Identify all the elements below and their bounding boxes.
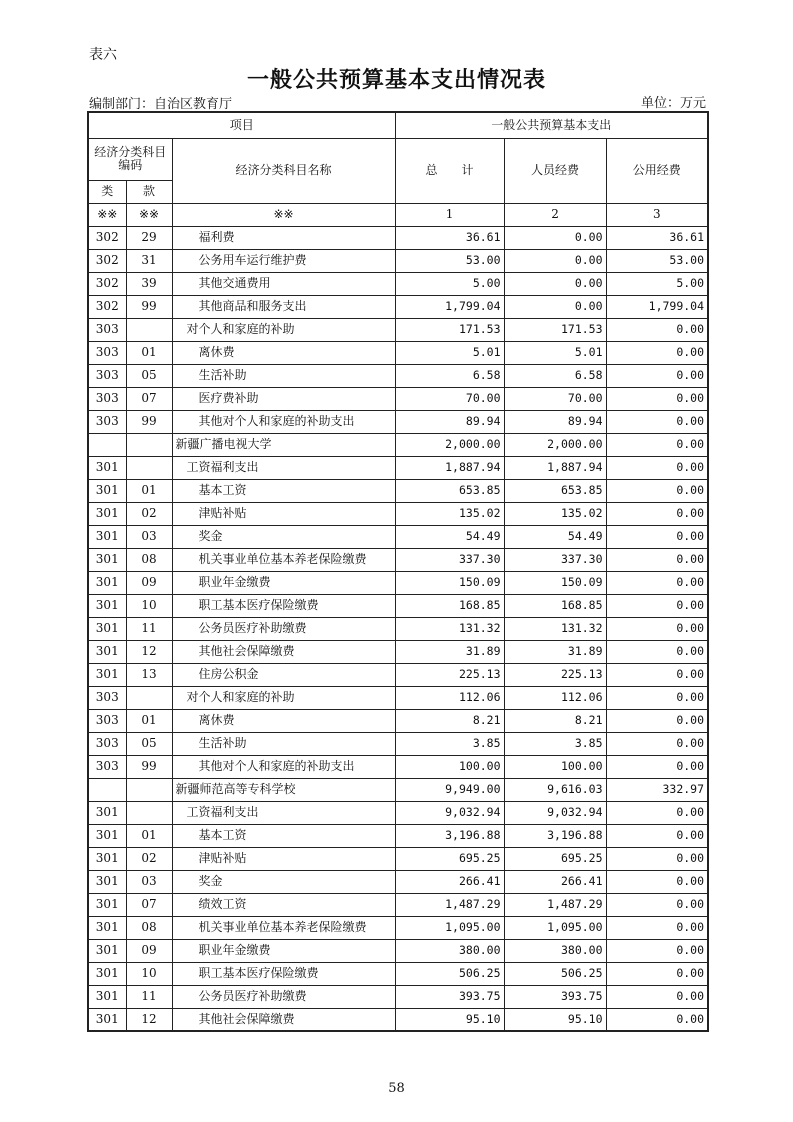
- cell-kuan: 31: [126, 249, 172, 272]
- table-row: [88, 824, 708, 847]
- cell-personnel: 135.02: [504, 502, 606, 525]
- cell-personnel: 393.75: [504, 985, 606, 1008]
- table-number: 表六: [89, 47, 117, 63]
- cell-name: 新疆师范高等专科学校: [172, 778, 395, 801]
- cell-kuan: 03: [126, 525, 172, 548]
- header-lei: 类: [88, 180, 126, 203]
- cell-name: 职工基本医疗保险缴费: [172, 594, 395, 617]
- cell-name: 奖金: [172, 525, 395, 548]
- cell-public: 0.00: [606, 916, 708, 939]
- cell-public: 0.00: [606, 663, 708, 686]
- cell-kuan: [126, 686, 172, 709]
- cell-kuan: 01: [126, 824, 172, 847]
- cell-total: 131.32: [395, 617, 504, 640]
- cell-personnel: 9,032.94: [504, 801, 606, 824]
- cell-name: 其他交通费用: [172, 272, 395, 295]
- cell-lei: 303: [88, 364, 126, 387]
- table-row: [88, 847, 708, 870]
- cell-public: 0.00: [606, 732, 708, 755]
- cell-name: 基本工资: [172, 479, 395, 502]
- cell-public: 0.00: [606, 364, 708, 387]
- cell-kuan: [126, 801, 172, 824]
- cell-personnel: 112.06: [504, 686, 606, 709]
- cell-kuan: [126, 318, 172, 341]
- cell-name: 对个人和家庭的补助: [172, 318, 395, 341]
- cell-public: 0.00: [606, 548, 708, 571]
- table-row: [88, 410, 708, 433]
- cell-lei: [88, 778, 126, 801]
- cell-lei: 301: [88, 985, 126, 1008]
- cell-personnel: 3.85: [504, 732, 606, 755]
- cell-lei: 301: [88, 456, 126, 479]
- cell-lei: 301: [88, 962, 126, 985]
- table-row: [88, 1008, 708, 1031]
- cell-kuan: 99: [126, 295, 172, 318]
- table-row: [88, 525, 708, 548]
- table-row: [88, 778, 708, 801]
- cell-lei: 301: [88, 479, 126, 502]
- table-row: [88, 433, 708, 456]
- cell-kuan: 02: [126, 502, 172, 525]
- cell-total: 150.09: [395, 571, 504, 594]
- table-row: [88, 502, 708, 525]
- cell-lei: 301: [88, 847, 126, 870]
- cell-public: 0.00: [606, 847, 708, 870]
- cell-public: 0.00: [606, 893, 708, 916]
- cell-kuan: 01: [126, 709, 172, 732]
- cell-total: 1,095.00: [395, 916, 504, 939]
- cell-public: 0.00: [606, 341, 708, 364]
- cell-total: 89.94: [395, 410, 504, 433]
- cell-public: 0.00: [606, 387, 708, 410]
- cell-public: 0.00: [606, 318, 708, 341]
- cell-personnel: 70.00: [504, 387, 606, 410]
- cell-name: 其他对个人和家庭的补助支出: [172, 755, 395, 778]
- cell-lei: 303: [88, 732, 126, 755]
- cell-name: 福利费: [172, 226, 395, 249]
- cell-personnel: 150.09: [504, 571, 606, 594]
- cell-personnel: 168.85: [504, 594, 606, 617]
- cell-total: 112.06: [395, 686, 504, 709]
- cell-lei: 303: [88, 410, 126, 433]
- cell-lei: 303: [88, 686, 126, 709]
- cell-name: 其他社会保障缴费: [172, 640, 395, 663]
- cell-public: 0.00: [606, 571, 708, 594]
- cell-public: 0.00: [606, 525, 708, 548]
- cell-kuan: 09: [126, 939, 172, 962]
- cell-personnel: 1,487.29: [504, 893, 606, 916]
- budget-table: [87, 111, 709, 1032]
- cell-lei: 301: [88, 916, 126, 939]
- cell-total: 5.00: [395, 272, 504, 295]
- table-row: [88, 364, 708, 387]
- cell-lei: 302: [88, 249, 126, 272]
- cell-lei: 303: [88, 709, 126, 732]
- cell-lei: 301: [88, 617, 126, 640]
- cell-total: 1,487.29: [395, 893, 504, 916]
- cell-kuan: 12: [126, 1008, 172, 1031]
- cell-public: 0.00: [606, 410, 708, 433]
- cell-public: 0.00: [606, 594, 708, 617]
- cell-total: 53.00: [395, 249, 504, 272]
- cell-lei: [88, 433, 126, 456]
- page-number: 58: [388, 1081, 405, 1096]
- cell-lei: 303: [88, 318, 126, 341]
- cell-personnel: 8.21: [504, 709, 606, 732]
- table-row: [88, 341, 708, 364]
- cell-personnel: 695.25: [504, 847, 606, 870]
- header-index-b: ※※: [126, 203, 172, 226]
- cell-public: 53.00: [606, 249, 708, 272]
- cell-public: 1,799.04: [606, 295, 708, 318]
- cell-name: 工资福利支出: [172, 801, 395, 824]
- cell-lei: 301: [88, 870, 126, 893]
- cell-kuan: 02: [126, 847, 172, 870]
- cell-lei: 301: [88, 571, 126, 594]
- cell-public: 0.00: [606, 617, 708, 640]
- cell-public: 0.00: [606, 801, 708, 824]
- cell-kuan: 12: [126, 640, 172, 663]
- cell-public: 0.00: [606, 985, 708, 1008]
- cell-kuan: 11: [126, 617, 172, 640]
- cell-total: 653.85: [395, 479, 504, 502]
- cell-name: 公务员医疗补助缴费: [172, 617, 395, 640]
- cell-public: 0.00: [606, 686, 708, 709]
- cell-name: 津贴补贴: [172, 847, 395, 870]
- cell-lei: 301: [88, 801, 126, 824]
- header-total: 总 计: [395, 138, 504, 203]
- cell-personnel: 6.58: [504, 364, 606, 387]
- header-personnel: 人员经费: [504, 138, 606, 203]
- cell-personnel: 0.00: [504, 295, 606, 318]
- cell-public: 0.00: [606, 433, 708, 456]
- cell-kuan: 13: [126, 663, 172, 686]
- cell-kuan: 99: [126, 755, 172, 778]
- cell-name: 新疆广播电视大学: [172, 433, 395, 456]
- cell-kuan: 11: [126, 985, 172, 1008]
- cell-name: 公务用车运行维护费: [172, 249, 395, 272]
- cell-name: 其他社会保障缴费: [172, 1008, 395, 1031]
- cell-total: 266.41: [395, 870, 504, 893]
- cell-total: 506.25: [395, 962, 504, 985]
- cell-personnel: 266.41: [504, 870, 606, 893]
- cell-kuan: 10: [126, 594, 172, 617]
- cell-total: 8.21: [395, 709, 504, 732]
- table-row: [88, 870, 708, 893]
- cell-total: 380.00: [395, 939, 504, 962]
- cell-public: 0.00: [606, 709, 708, 732]
- cell-personnel: 337.30: [504, 548, 606, 571]
- cell-kuan: 07: [126, 893, 172, 916]
- cell-total: 1,887.94: [395, 456, 504, 479]
- cell-kuan: 08: [126, 548, 172, 571]
- cell-public: 5.00: [606, 272, 708, 295]
- cell-lei: 301: [88, 594, 126, 617]
- cell-name: 基本工资: [172, 824, 395, 847]
- cell-total: 70.00: [395, 387, 504, 410]
- table-row: [88, 939, 708, 962]
- cell-total: 95.10: [395, 1008, 504, 1031]
- cell-total: 3,196.88: [395, 824, 504, 847]
- cell-total: 135.02: [395, 502, 504, 525]
- header-name: 经济分类科目名称: [172, 138, 395, 203]
- cell-name: 其他对个人和家庭的补助支出: [172, 410, 395, 433]
- cell-personnel: 653.85: [504, 479, 606, 502]
- cell-personnel: 225.13: [504, 663, 606, 686]
- cell-name: 生活补助: [172, 732, 395, 755]
- cell-kuan: [126, 433, 172, 456]
- header-index-3: 3: [606, 203, 708, 226]
- header-project: 项目: [88, 112, 395, 138]
- header-code-group: 经济分类科目编码: [88, 138, 172, 180]
- cell-personnel: 9,616.03: [504, 778, 606, 801]
- cell-name: 职业年金缴费: [172, 571, 395, 594]
- cell-personnel: 89.94: [504, 410, 606, 433]
- cell-personnel: 1,095.00: [504, 916, 606, 939]
- cell-lei: 301: [88, 939, 126, 962]
- cell-public: 0.00: [606, 870, 708, 893]
- cell-total: 36.61: [395, 226, 504, 249]
- page-title: 一般公共预算基本支出情况表: [246, 67, 546, 93]
- cell-total: 6.58: [395, 364, 504, 387]
- cell-public: 0.00: [606, 479, 708, 502]
- cell-name: 离休费: [172, 341, 395, 364]
- table-row: [88, 755, 708, 778]
- cell-total: 2,000.00: [395, 433, 504, 456]
- cell-personnel: 54.49: [504, 525, 606, 548]
- cell-total: 5.01: [395, 341, 504, 364]
- cell-kuan: 03: [126, 870, 172, 893]
- cell-name: 奖金: [172, 870, 395, 893]
- cell-lei: 302: [88, 272, 126, 295]
- cell-lei: 303: [88, 755, 126, 778]
- cell-kuan: 01: [126, 341, 172, 364]
- table-row: [88, 594, 708, 617]
- cell-kuan: 05: [126, 364, 172, 387]
- cell-name: 津贴补贴: [172, 502, 395, 525]
- cell-personnel: 31.89: [504, 640, 606, 663]
- cell-personnel: 0.00: [504, 272, 606, 295]
- cell-total: 31.89: [395, 640, 504, 663]
- cell-personnel: 1,887.94: [504, 456, 606, 479]
- table-row: [88, 640, 708, 663]
- department-label: 编制部门：自治区教育厅: [89, 97, 233, 112]
- table-row: [88, 663, 708, 686]
- cell-total: 695.25: [395, 847, 504, 870]
- cell-lei: 301: [88, 525, 126, 548]
- table-row: [88, 249, 708, 272]
- header-kuan: 款: [126, 180, 172, 203]
- cell-personnel: 2,000.00: [504, 433, 606, 456]
- cell-name: 绩效工资: [172, 893, 395, 916]
- table-row: [88, 272, 708, 295]
- cell-kuan: [126, 778, 172, 801]
- table-row: [88, 893, 708, 916]
- cell-name: 对个人和家庭的补助: [172, 686, 395, 709]
- table-row: [88, 548, 708, 571]
- table-row: [88, 387, 708, 410]
- cell-public: 0.00: [606, 1008, 708, 1031]
- table-row: [88, 456, 708, 479]
- table-row: [88, 617, 708, 640]
- cell-public: 0.00: [606, 939, 708, 962]
- cell-public: 0.00: [606, 502, 708, 525]
- cell-public: 0.00: [606, 640, 708, 663]
- table-row: [88, 295, 708, 318]
- cell-lei: 302: [88, 226, 126, 249]
- cell-name: 职工基本医疗保险缴费: [172, 962, 395, 985]
- cell-personnel: 95.10: [504, 1008, 606, 1031]
- table-row: [88, 985, 708, 1008]
- cell-kuan: 07: [126, 387, 172, 410]
- cell-total: 9,032.94: [395, 801, 504, 824]
- cell-kuan: 05: [126, 732, 172, 755]
- cell-name: 离休费: [172, 709, 395, 732]
- cell-lei: 302: [88, 295, 126, 318]
- cell-lei: 301: [88, 893, 126, 916]
- cell-kuan: 29: [126, 226, 172, 249]
- table-row: [88, 916, 708, 939]
- table-row: [88, 962, 708, 985]
- cell-total: 168.85: [395, 594, 504, 617]
- cell-kuan: [126, 456, 172, 479]
- cell-lei: 301: [88, 502, 126, 525]
- cell-personnel: 131.32: [504, 617, 606, 640]
- cell-name: 机关事业单位基本养老保险缴费: [172, 548, 395, 571]
- cell-public: 36.61: [606, 226, 708, 249]
- header-index-c: ※※: [172, 203, 395, 226]
- cell-kuan: 39: [126, 272, 172, 295]
- cell-public: 0.00: [606, 824, 708, 847]
- table-row: [88, 709, 708, 732]
- cell-kuan: 99: [126, 410, 172, 433]
- cell-personnel: 171.53: [504, 318, 606, 341]
- cell-public: 0.00: [606, 456, 708, 479]
- cell-kuan: 10: [126, 962, 172, 985]
- cell-total: 337.30: [395, 548, 504, 571]
- cell-lei: 301: [88, 548, 126, 571]
- table-row: [88, 571, 708, 594]
- cell-kuan: 01: [126, 479, 172, 502]
- cell-name: 机关事业单位基本养老保险缴费: [172, 916, 395, 939]
- cell-total: 3.85: [395, 732, 504, 755]
- cell-total: 100.00: [395, 755, 504, 778]
- cell-kuan: 08: [126, 916, 172, 939]
- cell-total: 171.53: [395, 318, 504, 341]
- cell-personnel: 100.00: [504, 755, 606, 778]
- cell-name: 住房公积金: [172, 663, 395, 686]
- cell-lei: 301: [88, 1008, 126, 1031]
- cell-kuan: 09: [126, 571, 172, 594]
- cell-personnel: 380.00: [504, 939, 606, 962]
- unit-label: 单位：万元: [640, 96, 706, 111]
- cell-total: 9,949.00: [395, 778, 504, 801]
- cell-name: 其他商品和服务支出: [172, 295, 395, 318]
- cell-name: 职业年金缴费: [172, 939, 395, 962]
- cell-name: 工资福利支出: [172, 456, 395, 479]
- cell-total: 54.49: [395, 525, 504, 548]
- cell-name: 生活补助: [172, 364, 395, 387]
- cell-lei: 303: [88, 387, 126, 410]
- cell-lei: 301: [88, 663, 126, 686]
- table-row: [88, 732, 708, 755]
- cell-personnel: 0.00: [504, 226, 606, 249]
- cell-personnel: 506.25: [504, 962, 606, 985]
- cell-personnel: 5.01: [504, 341, 606, 364]
- table-row: [88, 479, 708, 502]
- table-row: [88, 801, 708, 824]
- table-row: [88, 318, 708, 341]
- header-budget-group: 一般公共预算基本支出: [395, 112, 708, 138]
- header-index-a: ※※: [88, 203, 126, 226]
- cell-public: 332.97: [606, 778, 708, 801]
- cell-lei: 301: [88, 640, 126, 663]
- table-row: [88, 226, 708, 249]
- cell-personnel: 3,196.88: [504, 824, 606, 847]
- cell-public: 0.00: [606, 755, 708, 778]
- cell-total: 393.75: [395, 985, 504, 1008]
- header-public: 公用经费: [606, 138, 708, 203]
- cell-total: 1,799.04: [395, 295, 504, 318]
- table-row: [88, 686, 708, 709]
- cell-name: 医疗费补助: [172, 387, 395, 410]
- header-index-1: 1: [395, 203, 504, 226]
- header-index-2: 2: [504, 203, 606, 226]
- cell-lei: 303: [88, 341, 126, 364]
- cell-public: 0.00: [606, 962, 708, 985]
- cell-name: 公务员医疗补助缴费: [172, 985, 395, 1008]
- cell-personnel: 0.00: [504, 249, 606, 272]
- cell-total: 225.13: [395, 663, 504, 686]
- cell-lei: 301: [88, 824, 126, 847]
